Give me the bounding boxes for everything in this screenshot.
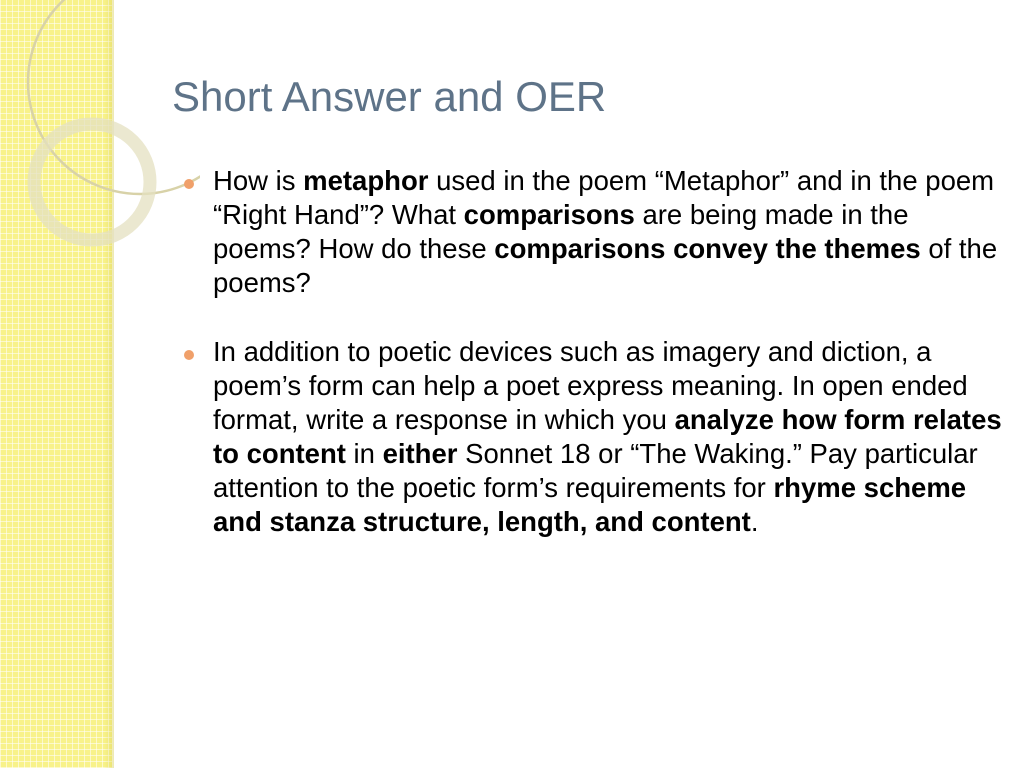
bullet-text-segment: How is <box>213 165 304 196</box>
bullet-text-segment: are being made in the poems? How do these <box>213 199 909 264</box>
bullet-list <box>184 164 1004 539</box>
bullet-text-segment: . <box>750 506 759 537</box>
bullet-text <box>213 336 1002 537</box>
bullet-item-form-content <box>184 335 1004 539</box>
slide-title: Short Answer and OER <box>172 73 607 120</box>
bullet-text-segment: in <box>345 438 383 469</box>
bullet-dot-icon <box>184 350 194 360</box>
bullet-text-emphasis: comparisons <box>463 199 635 230</box>
bullet-text-segment: In addition to poetic devices such as imagery and diction, a poem’s form can help a poet express meaning. In open ended format, write a response in which you <box>213 336 968 435</box>
bullet-item-metaphor <box>184 164 1004 300</box>
bullet-text-segment: Sonnet 18 or “The Waking.” Pay particular attention to the poetic form’s requirements for <box>213 438 978 503</box>
bullet-text-emphasis: comparisons convey the themes <box>494 233 921 264</box>
bullet-text-emphasis: either <box>382 438 458 469</box>
bullet-text-emphasis: rhyme scheme and stanza structure, length, and content <box>213 472 967 537</box>
bullet-text-segment: of the poems? <box>213 233 998 298</box>
bullet-text-segment: used in the poem “Metaphor” and in the poem “Right Hand”? What <box>213 165 995 230</box>
bullet-dot-icon <box>184 179 194 189</box>
bullet-text-emphasis: metaphor <box>303 165 429 196</box>
bullet-text-emphasis: analyze how form relates to content <box>213 404 1002 469</box>
decorative-circles <box>0 0 200 300</box>
bullet-text <box>213 165 997 298</box>
